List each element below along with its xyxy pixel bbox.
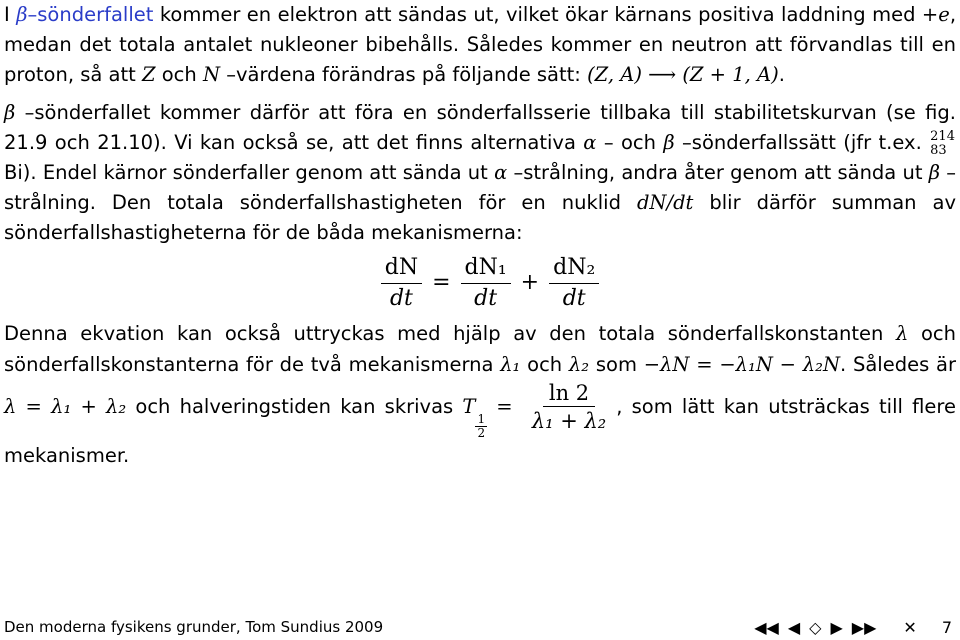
term1-fraction — [461, 255, 511, 312]
charge-symbol: +e — [921, 3, 950, 26]
plus-sign: + — [520, 270, 540, 295]
atomic-number: 83 — [930, 142, 947, 158]
n-symbol: N — [202, 63, 221, 86]
text-run: –strålning, andra åter genom att sända ut — [507, 161, 929, 184]
beta-symbol: β — [4, 101, 16, 124]
text-run: , som lätt kan utsträckas till flere mekanismer. — [4, 395, 956, 467]
first-page-icon[interactable]: ◀◀ — [754, 617, 779, 637]
lambda1-symbol: λ₁ — [500, 353, 521, 376]
next-page-icon[interactable]: ▶ — [830, 617, 843, 637]
numerator: dN₂ — [549, 255, 599, 284]
half-subscript — [475, 413, 487, 440]
beta-symbol-link[interactable]: β — [16, 3, 28, 26]
term2-fraction — [549, 255, 599, 312]
text-run: kommer en elektron att sändas ut, vilket ökar kärnans positiva laddning med — [153, 3, 922, 26]
rate-equation — [4, 248, 956, 318]
beta-decay-link[interactable]: –sönderfallet — [27, 3, 154, 26]
paragraph-decay-constant — [4, 318, 956, 471]
equals-sign: = — [487, 395, 522, 418]
last-page-icon[interactable]: ▶▶ — [851, 617, 877, 637]
text-run: blir därför summan av sönderfallshastigheterna för de båda mekanismerna: — [4, 191, 956, 244]
decay-relation: −λN = −λ₁N − λ₂N — [643, 353, 841, 376]
lambda2-symbol: λ₂ — [568, 353, 590, 376]
lambda-sum: λ = λ₁ + λ₂ — [4, 395, 127, 418]
lambda-symbol: λ — [896, 322, 909, 345]
footer-citation: Den moderna fysikens grunder, Tom Sundius 2009 — [4, 618, 384, 636]
navigation-controls — [754, 618, 952, 637]
denominator: λ₁ + λ₂ — [531, 409, 607, 433]
half-life-fraction — [526, 380, 612, 435]
main-text — [4, 0, 956, 471]
transform-expression: (Z, A) ⟶ (Z + 1, A) — [587, 63, 779, 86]
paragraph-decay-series — [4, 98, 956, 248]
text-run: –strålning. Den totala sönderfallshastigheten för en nuklid — [4, 161, 957, 214]
text-run: . — [778, 63, 785, 86]
alpha-symbol: α — [583, 131, 597, 154]
previous-page-icon[interactable]: ◀ — [787, 617, 801, 637]
intro-word: I — [4, 3, 10, 26]
numerator: dN₁ — [461, 255, 511, 284]
denominator: dt — [562, 285, 586, 311]
text-run: som — [589, 353, 644, 376]
alpha-symbol: α — [494, 161, 508, 184]
text-run: och halveringstiden kan skrivas — [126, 395, 463, 418]
denominator: 2 — [477, 426, 486, 440]
text-run: –sönderfallssätt (jfr t.ex. — [674, 131, 930, 154]
equals-sign: = — [432, 270, 451, 295]
page-number: 7 — [941, 617, 952, 637]
mass-number: 214 — [930, 128, 955, 144]
denominator: dt — [474, 285, 498, 311]
nuclide-notation — [930, 130, 955, 158]
text-run: , medan det totala antalet nukleoner bibehålls. Således kommer en neutron att förvandlas till en proton, så att — [4, 3, 957, 86]
text-run: och sönderfallskonstanterna för de två mekanismerna — [4, 322, 956, 376]
text-run: Denna ekvation kan också uttryckas med hjälp av den totala sönderfallskonstanten — [4, 322, 897, 345]
lhs-fraction — [381, 255, 422, 312]
center-diamond-icon[interactable]: ◇ — [809, 617, 822, 637]
close-icon[interactable]: ✕ — [903, 617, 917, 637]
text-run: – och — [596, 131, 664, 154]
element-symbol: Bi — [4, 161, 23, 184]
footer-bar — [4, 616, 952, 638]
denominator: dt — [389, 285, 413, 311]
paragraph-beta-decay — [4, 0, 956, 90]
text-run: och — [155, 63, 203, 86]
numerator: ln 2 — [543, 380, 595, 407]
beta-symbol: β — [663, 131, 675, 154]
numerator: dN — [381, 255, 422, 284]
text-run: och — [520, 353, 569, 376]
beta-symbol: β — [928, 161, 941, 184]
numerator: 1 — [477, 412, 486, 426]
text-run: –sönderfallet kommer därför att föra en sönderfallsserie tillbaka till stabilitetskurvan (se fig. 21.9 och 21.10). Vi kan också se, att det finns alternativa — [4, 101, 956, 154]
half-life-symbol: T — [462, 395, 476, 418]
text-run: ). Endel kärnor sönderfaller genom att sända ut — [22, 161, 495, 184]
z-symbol: Z — [141, 63, 156, 86]
rate-expression: dN/dt — [636, 191, 694, 214]
text-run: . Således är — [840, 353, 956, 376]
text-run: –värdena förändras på följande sätt: — [220, 63, 588, 86]
